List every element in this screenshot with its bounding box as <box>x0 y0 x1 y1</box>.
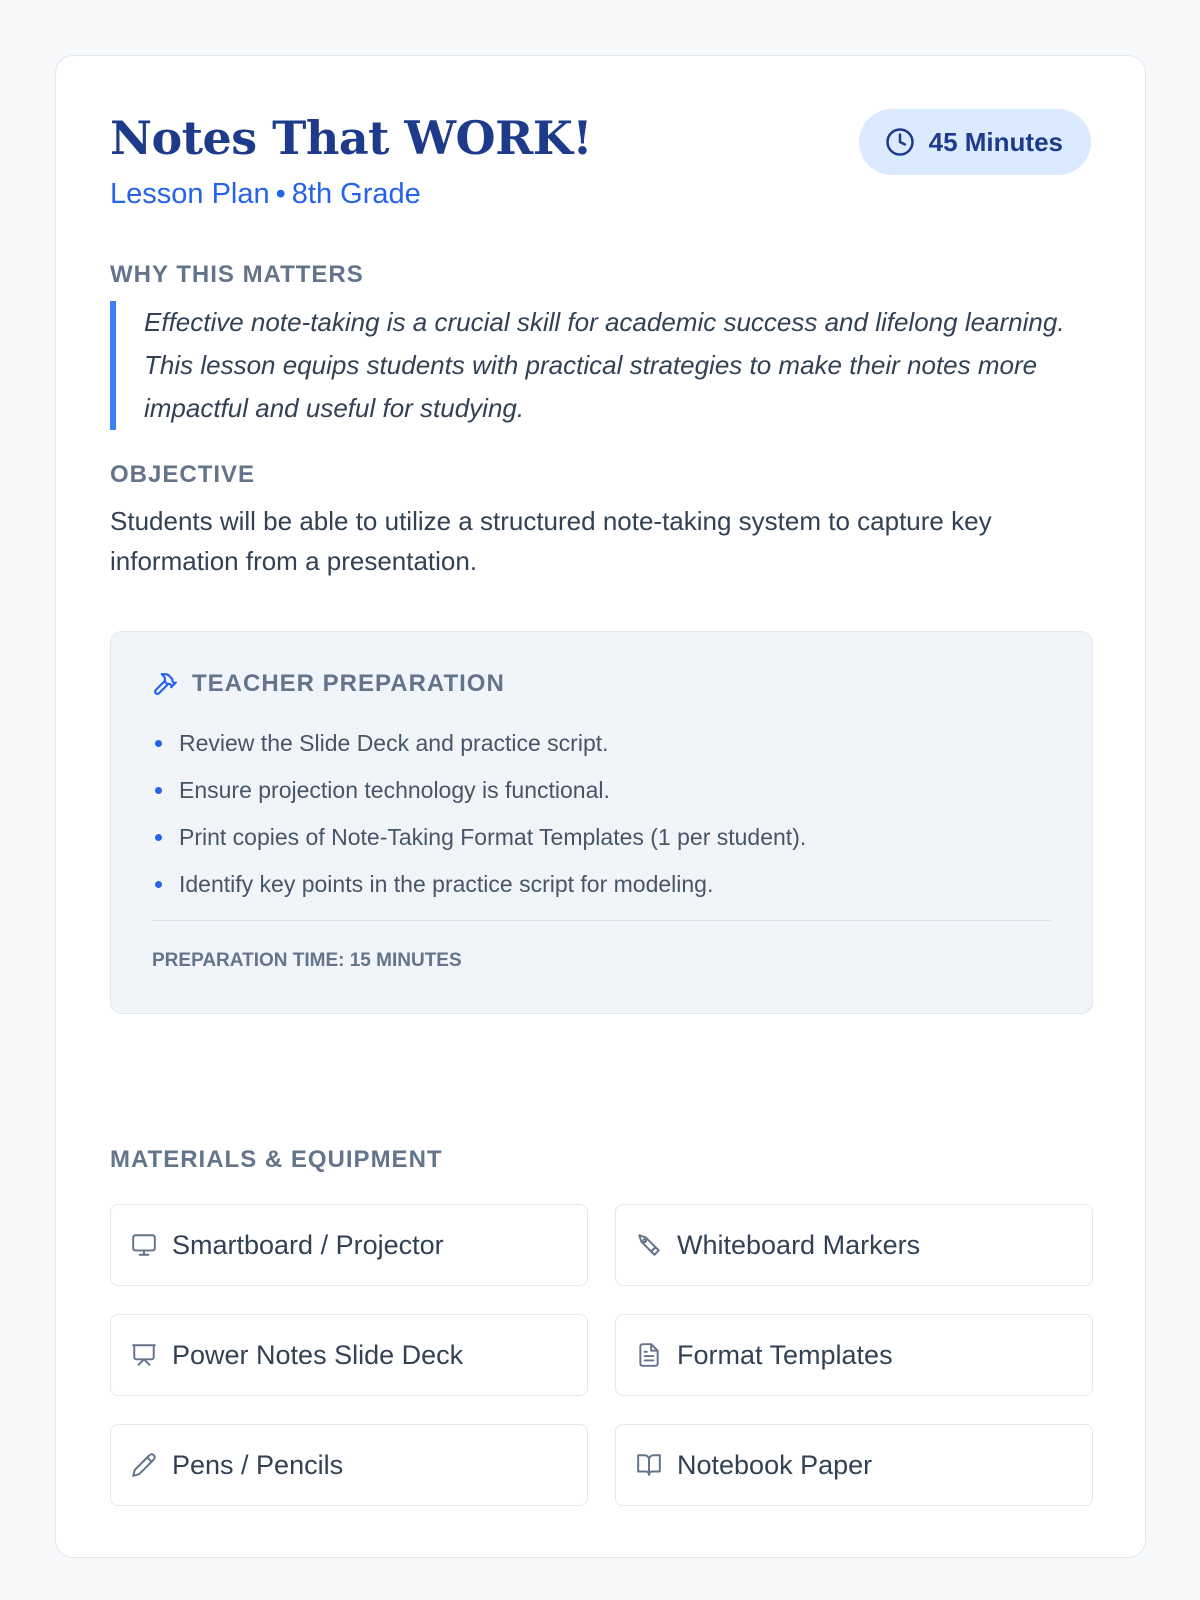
material-item-templates <box>615 1314 1093 1396</box>
material-item-notebook <box>615 1424 1093 1506</box>
material-item-slide-deck <box>110 1314 588 1396</box>
list-item <box>152 861 806 908</box>
why-section-label: WHY THIS MATTERS <box>110 261 364 288</box>
duration-text: 45 Minutes <box>928 126 1063 157</box>
material-label: Smartboard / Projector <box>172 1229 444 1260</box>
material-item-pens <box>110 1424 588 1506</box>
book-open-icon <box>636 1452 662 1478</box>
materials-section-label: MATERIALS & EQUIPMENT <box>110 1146 443 1173</box>
preparation-time: PREPARATION TIME: 15 MINUTES <box>152 950 462 971</box>
monitor-icon <box>131 1232 157 1258</box>
page-title: Notes That WORK! <box>110 111 593 165</box>
subtitle-separator: • <box>275 178 286 210</box>
divider <box>152 920 1051 921</box>
presentation-icon <box>131 1342 157 1368</box>
bullet-icon <box>155 881 162 888</box>
why-quote: Effective note-taking is a crucial skill for academic success and lifelong learning. This lesson equips students with practical strategies to make their notes more impactful and useful for studying. <box>110 301 1092 430</box>
preparation-list <box>152 720 806 908</box>
list-item-text: Ensure projection technology is functional. <box>179 777 610 803</box>
material-item-smartboard <box>110 1204 588 1286</box>
pencil-icon <box>131 1452 157 1478</box>
list-item <box>152 814 806 861</box>
material-label: Format Templates <box>677 1339 893 1370</box>
material-label: Whiteboard Markers <box>677 1229 921 1260</box>
marker-icon <box>636 1232 662 1258</box>
lesson-header <box>110 56 1091 236</box>
teacher-preparation-panel <box>110 631 1093 1014</box>
bullet-icon <box>155 834 162 841</box>
lesson-plan-card <box>55 55 1146 1558</box>
list-item <box>152 720 806 767</box>
lesson-type: Lesson Plan <box>110 178 270 210</box>
material-label: Pens / Pencils <box>172 1449 344 1480</box>
file-text-icon <box>636 1342 662 1368</box>
clock-icon <box>885 127 915 157</box>
grade-level: 8th Grade <box>291 178 421 210</box>
materials-grid <box>110 1204 1093 1506</box>
material-label: Power Notes Slide Deck <box>172 1339 464 1370</box>
hammer-icon <box>152 671 178 697</box>
list-item-text: Print copies of Note-Taking Format Templates (1 per student). <box>179 824 807 850</box>
bullet-icon <box>155 740 162 747</box>
duration-badge <box>859 109 1091 175</box>
material-item-markers <box>615 1204 1093 1286</box>
list-item-text: Review the Slide Deck and practice script. <box>179 730 609 756</box>
list-item-text: Identify key points in the practice script for modeling. <box>179 871 714 897</box>
lesson-subtitle <box>110 178 421 211</box>
preparation-header <box>152 670 505 698</box>
list-item <box>152 767 806 814</box>
objective-text: Students will be able to utilize a structured note-taking system to capture key information from a presentation. <box>110 506 992 576</box>
preparation-label: TEACHER PREPARATION <box>192 670 505 697</box>
bullet-icon <box>155 787 162 794</box>
material-label: Notebook Paper <box>677 1449 873 1480</box>
objective-section-label: OBJECTIVE <box>110 461 256 488</box>
